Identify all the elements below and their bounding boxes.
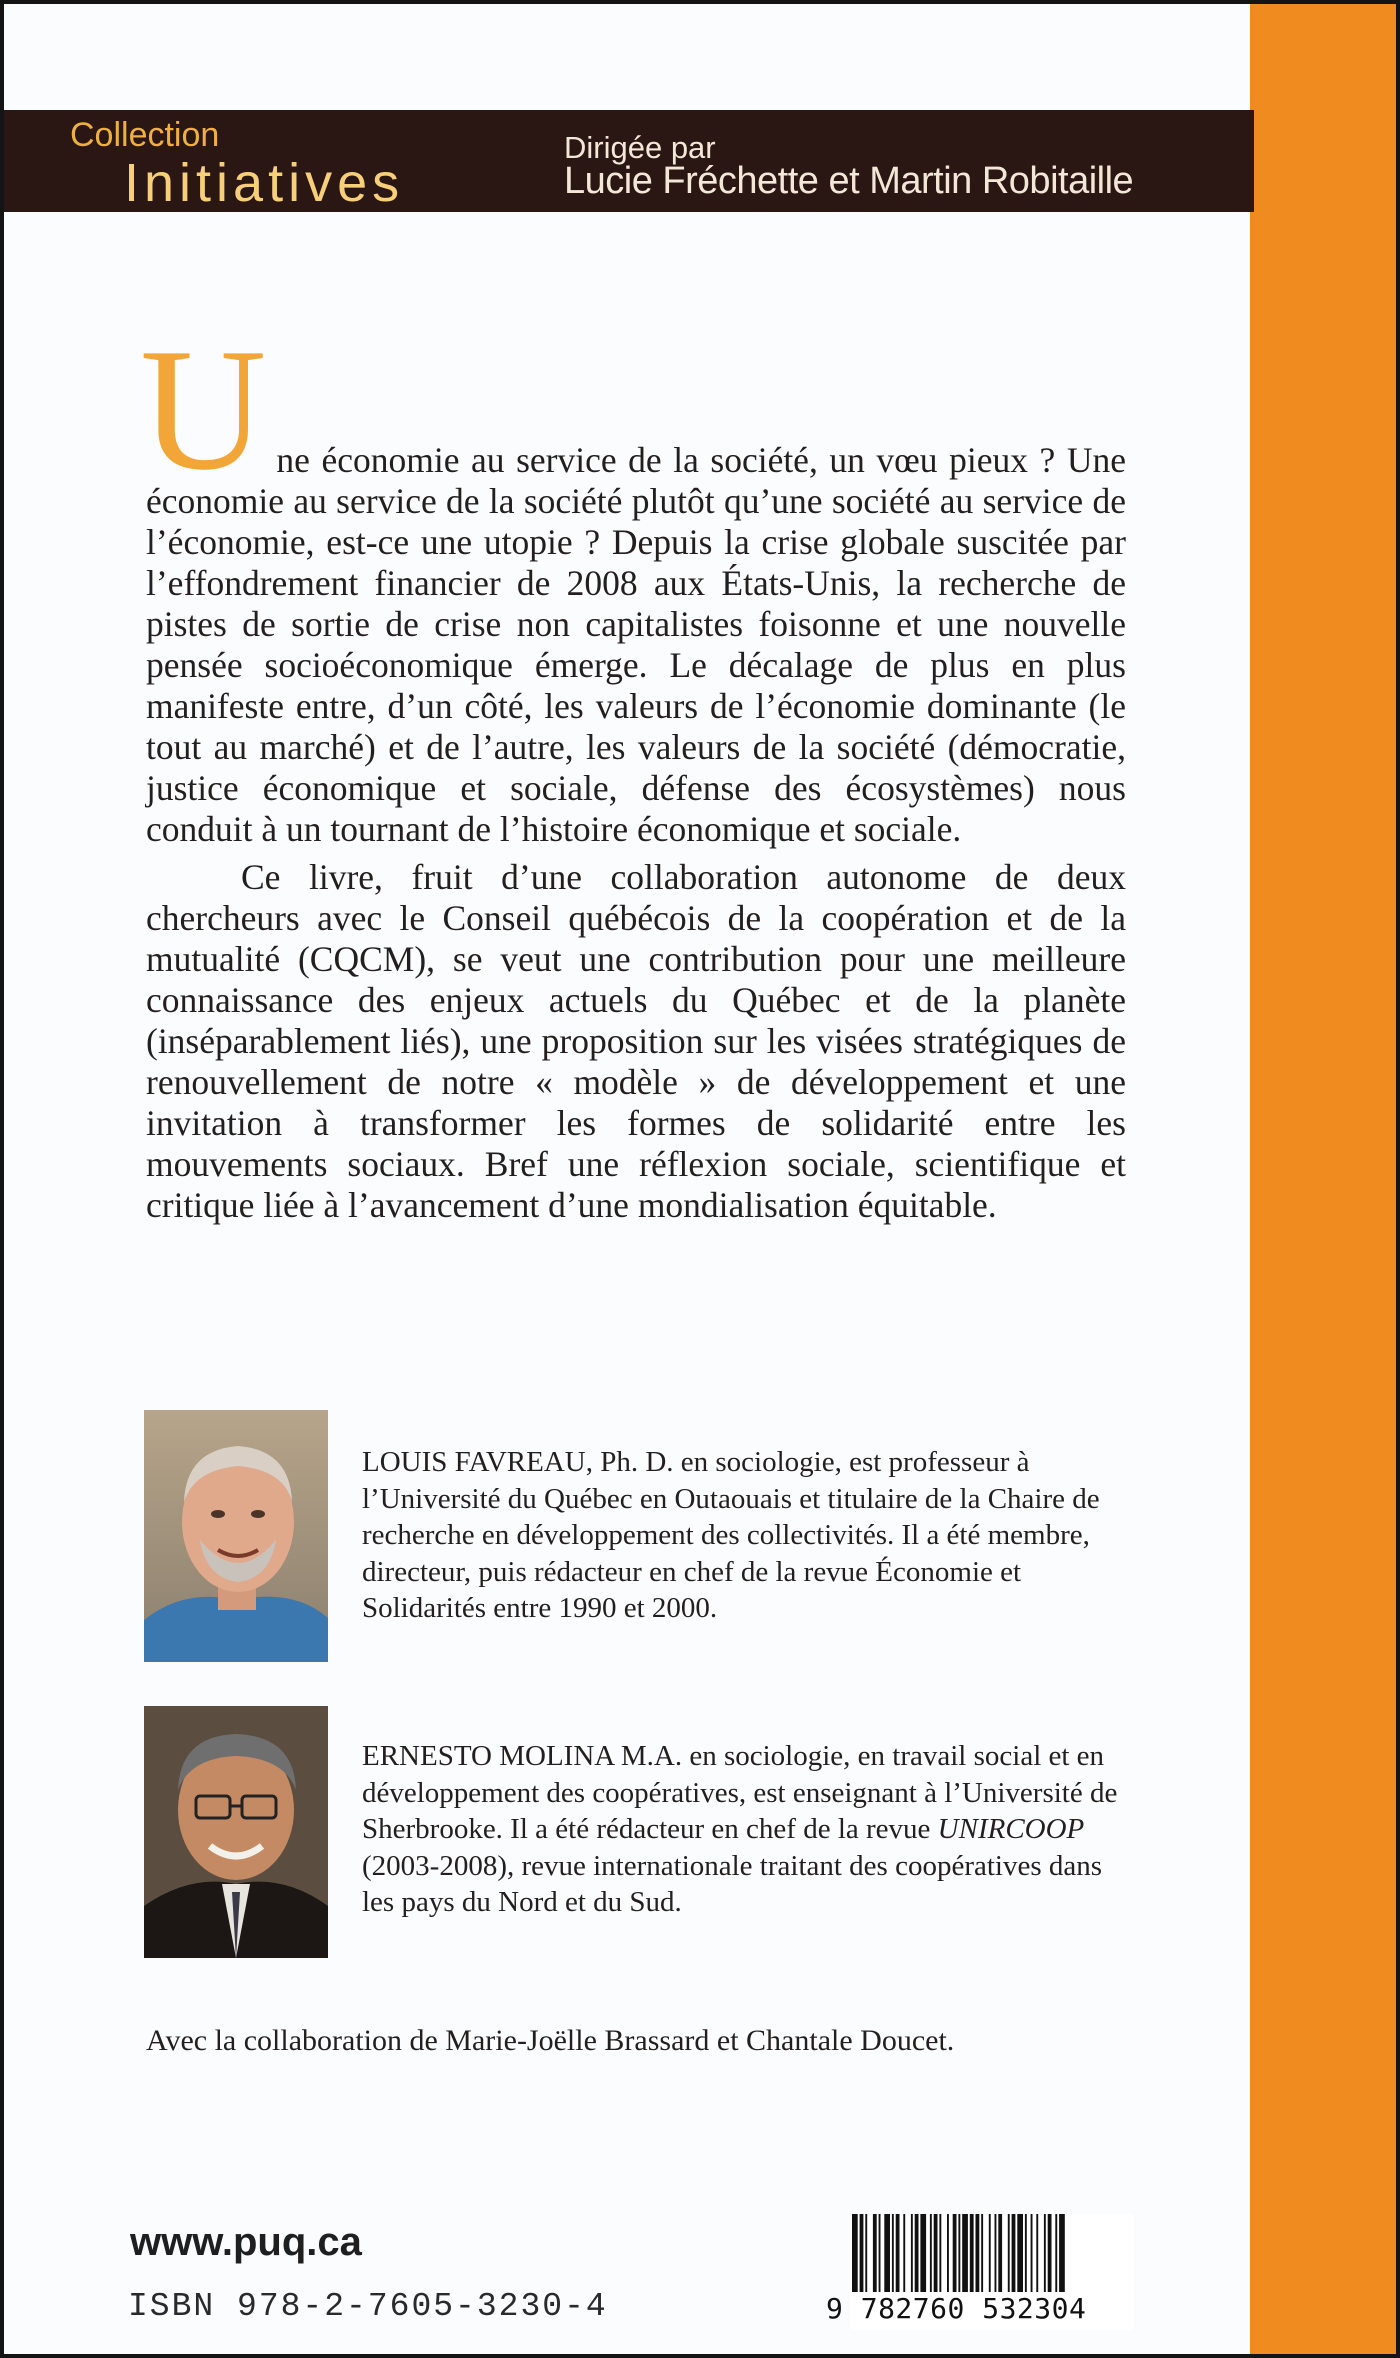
barcode-bar: [939, 2214, 941, 2292]
portrait-image: [144, 1410, 328, 1662]
directed-by-label: Dirigée par: [564, 130, 716, 165]
drop-cap: U: [140, 312, 267, 506]
barcode-bar: [953, 2214, 957, 2292]
barcode-bar: [1048, 2214, 1052, 2292]
barcode-bar: [976, 2214, 980, 2292]
barcode-bar: [903, 2214, 905, 2292]
portrait-image: [144, 1706, 328, 1958]
collection-name: Initiatives: [124, 153, 405, 213]
author-photo-ernesto-molina: [144, 1706, 328, 1958]
barcode-bar: [1044, 2214, 1046, 2292]
barcode-bar: [892, 2214, 894, 2292]
barcode-bar: [1012, 2214, 1016, 2292]
isbn-number: ISBN 978-2-7605-3230-4: [128, 2288, 608, 2325]
book-description: [140, 312, 1126, 1226]
barcode-bar: [995, 2214, 997, 2292]
barcode-bar: [852, 2214, 858, 2292]
publisher-website[interactable]: www.puq.ca: [130, 2220, 362, 2264]
bio-part-2: (2003-2008), revue internationale traitant des coopératives dans les pays du Nord et du Sud.: [362, 1849, 1103, 1918]
barcode-bar: [970, 2214, 974, 2292]
series-directors: Lucie Fréchette et Martin Robitaille: [564, 160, 1134, 202]
barcode-bar: [1031, 2214, 1033, 2292]
barcode-bar: [1059, 2214, 1065, 2292]
barcode-bar: [1025, 2214, 1027, 2292]
barcode-bar: [934, 2214, 938, 2292]
collaboration-note: Avec la collaboration de Marie-Joëlle Brassard et Chantale Doucet.: [146, 2024, 955, 2057]
barcode-bar: [865, 2214, 867, 2292]
author-bio-1: [362, 1444, 1128, 1627]
bio-ernesto-molina: [362, 1738, 1128, 1921]
barcode-bars: [850, 2214, 1134, 2292]
barcode-bar: [1055, 2214, 1057, 2292]
barcode-bar: [879, 2214, 881, 2292]
barcode-bar: [915, 2214, 919, 2292]
author-photo-louis-favreau: [144, 1410, 328, 1662]
barcode-bar: [1036, 2214, 1038, 2292]
barcode-bar: [884, 2214, 890, 2292]
barcode-bar: [896, 2214, 900, 2292]
barcode-bar: [1008, 2214, 1010, 2292]
barcode-bar: [1017, 2214, 1023, 2292]
barcode-bar: [989, 2214, 991, 2292]
barcode-bar: [860, 2214, 864, 2292]
barcode-bar: [930, 2214, 932, 2292]
barcode-bar: [947, 2214, 949, 2292]
barcode-digits: 9 782760 532304: [826, 2292, 1087, 2325]
barcode-bar: [998, 2214, 1002, 2292]
bio-part-1: ERNESTO MOLINA M.A. en sociologie, en travail social et en développement des coopératives, est enseignant à l’Université de Sherbrooke. Il a été rédacteur en chef de la revue: [362, 1740, 1118, 1845]
barcode-bar: [981, 2214, 983, 2292]
journal-title: UNIRCOOP: [937, 1813, 1085, 1845]
barcode-bar: [962, 2214, 968, 2292]
author-bio-2: [362, 1738, 1128, 1921]
orange-side-band: [1250, 4, 1396, 2354]
description-paragraph-2: Ce livre, fruit d’une collaboration autonome de deux chercheurs avec le Conseil québécois de la coopération et de la mutualité (CQCM), se veut une contribution pour une meilleure connaissance des enjeux actuels du Québec et de la planète (inséparablement liés), une proposition sur les visées stratégiques de renouvellement de notre « modèle » de développement et une invitation à transformer les formes de solidarité entre les mouvements sociaux. Bref une réflexion sociale, scientifique et critique liée à l’avancement d’une mondialisation équitable.: [146, 857, 1126, 1225]
barcode-bar: [873, 2214, 877, 2292]
barcode-bar: [920, 2214, 926, 2292]
paragraph-1-text: ne économie au service de la société, un vœu pieux ? Une économie au service de la société plutôt qu’une société au service de l’économie, est-ce une utopie ? Depuis la crise globale suscitée par l’effondrement financier de 2008 aux États-Unis, la recherche de pistes de sortie de crise non capitalistes foisonne et une nouvelle pensée socioéconomique émerge. Le décalage de plus en plus manifeste entre, d’un côté, les valeurs de l’économie dominante (le tout au marché) et de l’autre, les valeurs de la société (démocratie, justice économique et sociale, défense des écosystèmes) nous conduit à un tournant de l’histoire économique et sociale.: [146, 440, 1126, 849]
barcode-bar: [958, 2214, 960, 2292]
barcode-bar: [911, 2214, 913, 2292]
bio-louis-favreau: LOUIS FAVREAU, Ph. D. en sociologie, est professeur à l’Université du Québec en Outaouais et titulaire de la Chaire de recherche en développement des collectivités. Il a été membre, directeur, puis rédacteur en chef de la revue Économie et Solidarités entre 1990 et 2000.: [362, 1446, 1100, 1624]
description-paragraph-1: [140, 312, 1126, 850]
collection-label: Collection: [70, 116, 220, 154]
